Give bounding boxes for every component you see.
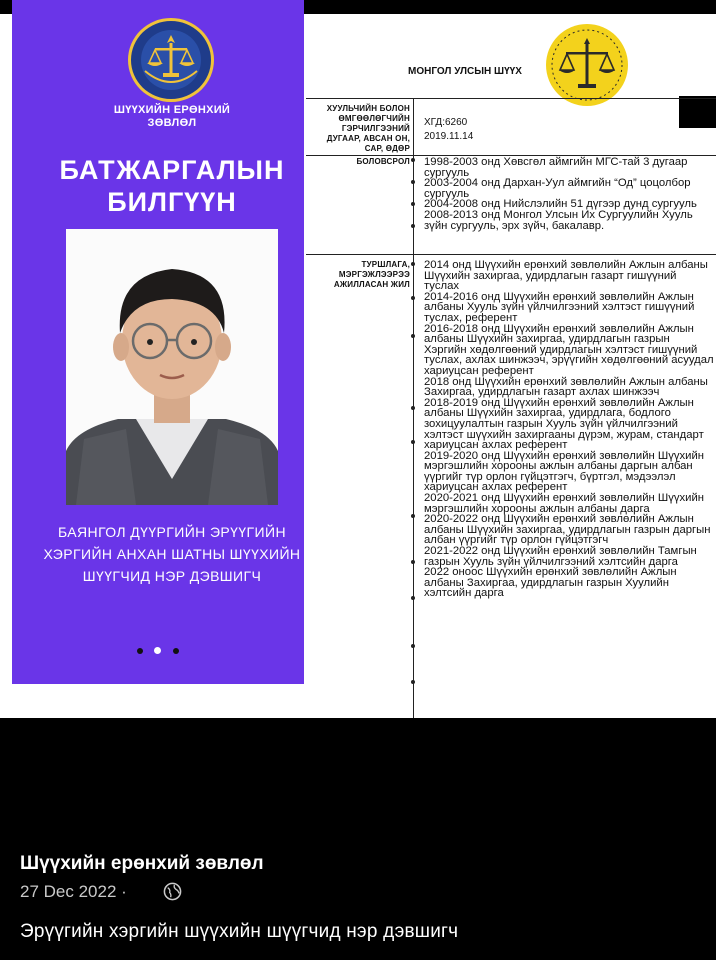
license-label: ХУУЛЬЧИЙН БОЛОН ӨМГӨӨЛӨГЧИЙН ГЭРЧИЛГЭЭНИЙ ДУГААР, АВСАН ОН, САР, ӨДӨР [326, 104, 410, 153]
post-date-separator: · [121, 882, 127, 901]
nominee-name-line2: БИЛГҮҮН [107, 187, 237, 217]
list-item: 2003-2004 онд Дархан-Уул аймгийн “Од” цоцолбор сургууль [424, 177, 691, 200]
bullet-marker [411, 180, 415, 184]
nomination-caption [37, 521, 307, 587]
bullet-marker [411, 406, 415, 410]
bullet-marker [411, 262, 415, 266]
council-name: ШҮҮХИЙН ЕРӨНХИЙ ЗӨВЛӨЛ [113, 104, 231, 129]
nominee-portrait [66, 229, 278, 505]
carousel-dot-2-active[interactable] [154, 647, 161, 654]
list-item: 2018-2019 онд Шүүхийн ерөнхий зөвлөлийн Ажлын албаны Шүүхийн захиргаа, удирдлага, бодлого зохицуулалтын газрын Хууль зүйн үйлчилгээний хэлтэст шүүхийн захиргааны дүрэм, журам, стандарт хариуцсан ахлах референт [424, 396, 704, 452]
carousel-dot-1[interactable] [137, 648, 143, 654]
license-values [424, 116, 714, 144]
experience-label: ТУРШЛАГА, МЭРГЭЖЛЭЭРЭЭ АЖИЛЛАСАН ЖИЛ [333, 260, 410, 289]
bullet-marker [411, 440, 415, 444]
bullet-marker [411, 680, 415, 684]
post-date[interactable] [20, 882, 127, 902]
list-item: 2004-2008 онд Нийслэлийн 51 дүгээр дунд сургууль [424, 198, 697, 211]
judicial-council-emblem-icon [128, 18, 214, 102]
bullet-marker [411, 296, 415, 300]
education-list [424, 157, 714, 231]
list-item: 2019-2020 онд Шүүхийн ерөнхий зөвлөлийн Шүүхийн мэргэшлийн хорооны ажлын албаны даргын албан үүргийг түр орлон гүйцэтгэгч, бүртгэл, мэдээлэл хариуцсан ахлах референт [424, 449, 705, 494]
post-author-title[interactable]: Шүүхийн ерөнхий зөвлөл [20, 853, 264, 874]
bullet-marker [411, 596, 415, 600]
table-rule-2 [306, 254, 716, 255]
list-item: 2014 онд Шүүхийн ерөнхий зөвлөлийн Ажлын албаны Шүүхийн захиргаа, удирдлагын газарт гишүүний туслах [424, 259, 708, 293]
license-number: ХГД:6260 [424, 117, 468, 128]
list-item: 2008-2013 онд Монгол Улсын Их Сургуулийн Хууль зүйн сургууль, эрх зүйч, бакалавр. [424, 208, 693, 232]
post-description: Эрүүгийн хэргийн шүүхийн шүүгчид нэр дэвшигч [20, 921, 459, 942]
bullet-marker [411, 560, 415, 564]
list-item: 2018 онд Шүүхийн ерөнхий зөвлөлийн Ажлын албаны Захиргаа, удирдлагын газарт ахлах шинжээч [424, 375, 708, 399]
list-item: 2020-2022 онд Шүүхийн ерөнхий зөвлөлийн Ажлын албаны Шүүхийн захиргаа, удирдлагын газрын даргын албан үүргийг түр орлон гүйцэтгэгч [424, 513, 711, 547]
bullet-marker [411, 158, 415, 162]
bullet-marker [411, 202, 415, 206]
bullet-marker [411, 644, 415, 648]
carousel-dot-3[interactable] [173, 648, 179, 654]
bullet-marker [411, 514, 415, 518]
nominee-name-line1: БАТЖАРГАЛЫН [59, 155, 285, 185]
bullet-marker [411, 224, 415, 228]
experience-list [424, 260, 714, 599]
caption-line3: ШҮҮГЧИД НЭР ДЭВШИГЧ [82, 568, 262, 584]
table-rule-top [306, 98, 716, 99]
education-label: БОЛОВСРОЛ [356, 157, 410, 166]
caption-line2: ХЭРГИЙН АНХАН ШАТНЫ ШҮҮХИЙН [43, 546, 301, 562]
list-item: 2021-2022 онд Шүүхийн ерөнхий зөвлөлийн Тамгын газрын Хууль зүйн үйлчилгээний хэлтсийн дарга [424, 545, 697, 568]
globe-icon [163, 882, 182, 901]
caption-line1: БАЯНГОЛ ДҮҮРГИЙН ЭРҮҮГИЙН [58, 524, 286, 540]
bullet-marker [411, 334, 415, 338]
court-title: МОНГОЛ УЛСЫН ШҮҮХ [408, 66, 522, 77]
list-item: 2016-2018 онд Шүүхийн ерөнхий зөвлөлийн Ажлын албаны Шүүхийн захиргаа, удирдлагын газрын Хэргийн хөдөлгөөний удирдлагын хэлтэст гишүүний туслах, ахлах шинжээч, эрүүгийн хөдөлгөөний асуудал хариуцсан референт [424, 322, 714, 377]
post-date-text: 27 Dec 2022 [20, 882, 117, 901]
nominee-card [12, 0, 304, 684]
list-item: 1998-2003 онд Хөвсгөл аймгийн МГС-тай 3 дугаар сургууль [424, 156, 688, 179]
list-item: 2014-2016 онд Шүүхийн ерөнхий зөвлөлийн Ажлын албаны Хууль зүйн үйлчилгээний хэлтэст гишүүний туслах, референт [424, 290, 695, 324]
license-date: 2019.11.14 [424, 131, 474, 142]
nominee-name [52, 154, 292, 218]
list-item: 2022 оноос Шүүхийн ерөнхий зөвлөлийн Ажлын албаны Захиргаа, удирдлагын газрын Хуулийн хэлтсийн дарга [424, 566, 677, 600]
court-scales-emblem-icon [546, 24, 628, 106]
list-item: 2020-2021 онд Шүүхийн ерөнхий зөвлөлийн Шүүхийн мэргэшлийн хорооны ажлын албаны дарга [424, 492, 705, 515]
